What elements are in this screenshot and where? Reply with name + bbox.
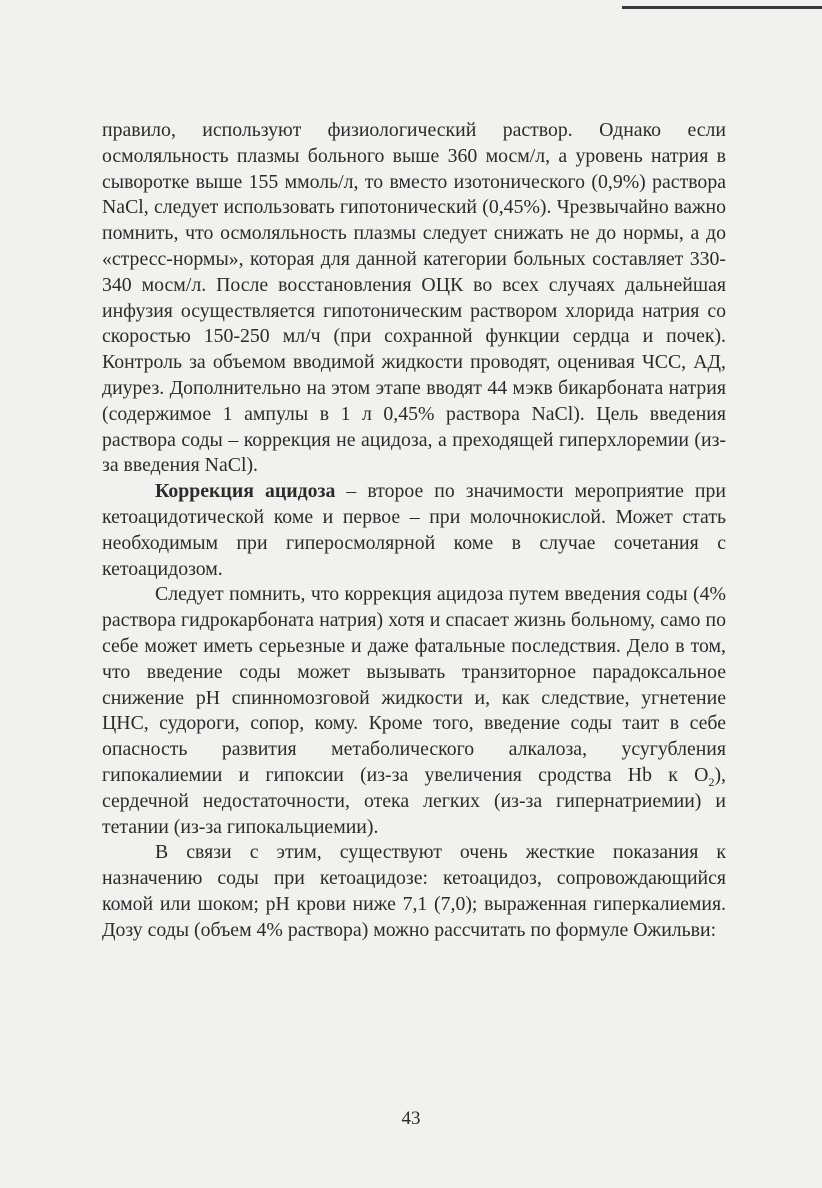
paragraph-osmolality-infusion [102,118,726,479]
paragraph-text: – второе по значимости мероприятие при кетоацидотической коме и первое – при молочнокислой. Может стать необходимым при гиперосмолярной коме в случае сочетания с кетоацидозом. [102,480,726,580]
page-number: 43 [401,1108,421,1129]
paragraph-text: правило, используют физиологический раствор. Однако если осмоляльность плазмы больного выше 360 мосм/л, а уровень натрия в сыворотке выше 155 ммоль/л, то вместо изотонического (0,9%) раствора NaCl, следует использовать гипотонический (0,45%). Чрезвычайно важно помнить, что осмоляльность плазмы следует снижать не до нормы, а до «стресс-нормы», которая для данной категории больных составляет 330-340 мосм/л. После восстановления ОЦК во всех случаях дальнейшая инфузия осуществляется гипотоническим раствором хлорида натрия со скоростью 150-250 мл/ч (при сохранной функции сердца и почек). Контроль за объемом вводимой жидкости проводят, оценивая ЧСС, АД, диурез. Дополнительно на этом этапе вводят 44 мэкв бикарбоната натрия (содержимое 1 ампулы в 1 л 0,45% раствора NaCl). Цель введения раствора соды – коррекция не ацидоза, а преходящей гиперхлоремии (из-за введения NaCl). [102,119,726,477]
subscript-two: 2 [708,774,715,789]
paragraph-text: В связи с этим, существуют очень жесткие показания к назначению соды при кетоацидозе: кетоацидоз, сопровождающийся комой или шоком; pH крови ниже 7,1 (7,0); выраженная гиперкалиемия. Дозу соды (объем 4% раствора) можно рассчитать по формуле Ожильви: [102,841,726,941]
paragraph-text: Следует помнить, что коррекция ацидоза путем введения соды (4% раствора гидрокарбоната натрия) хотя и спасает жизнь больному, само по себе может иметь серьезные и даже фатальные последствия. Дело в том, что введение соды может вызывать транзиторное парадоксальное снижение pH спинномозговой жидкости и, как следствие, угнетение ЦНС, судороги, сопор, кому. Кроме того, введение соды таит в себе опасность развития метаболического алкалоза, усугубления гипокалиемии и гипоксии (из-за увеличения сродства Hb к O [102,583,726,786]
paragraph-soda-indications [102,840,726,943]
paragraph-soda-risks [102,582,726,840]
paragraph-text-continued: ), сердечной недостаточности, отека легких (из-за гипернатриемии) и тетании (из-за гипокальциемии). [102,763,726,838]
page-body [102,118,726,944]
top-edge-rule [622,6,822,9]
heading-acidosis-correction: Коррекция ацидоза [155,480,336,503]
paragraph-acidosis-correction [102,479,726,582]
